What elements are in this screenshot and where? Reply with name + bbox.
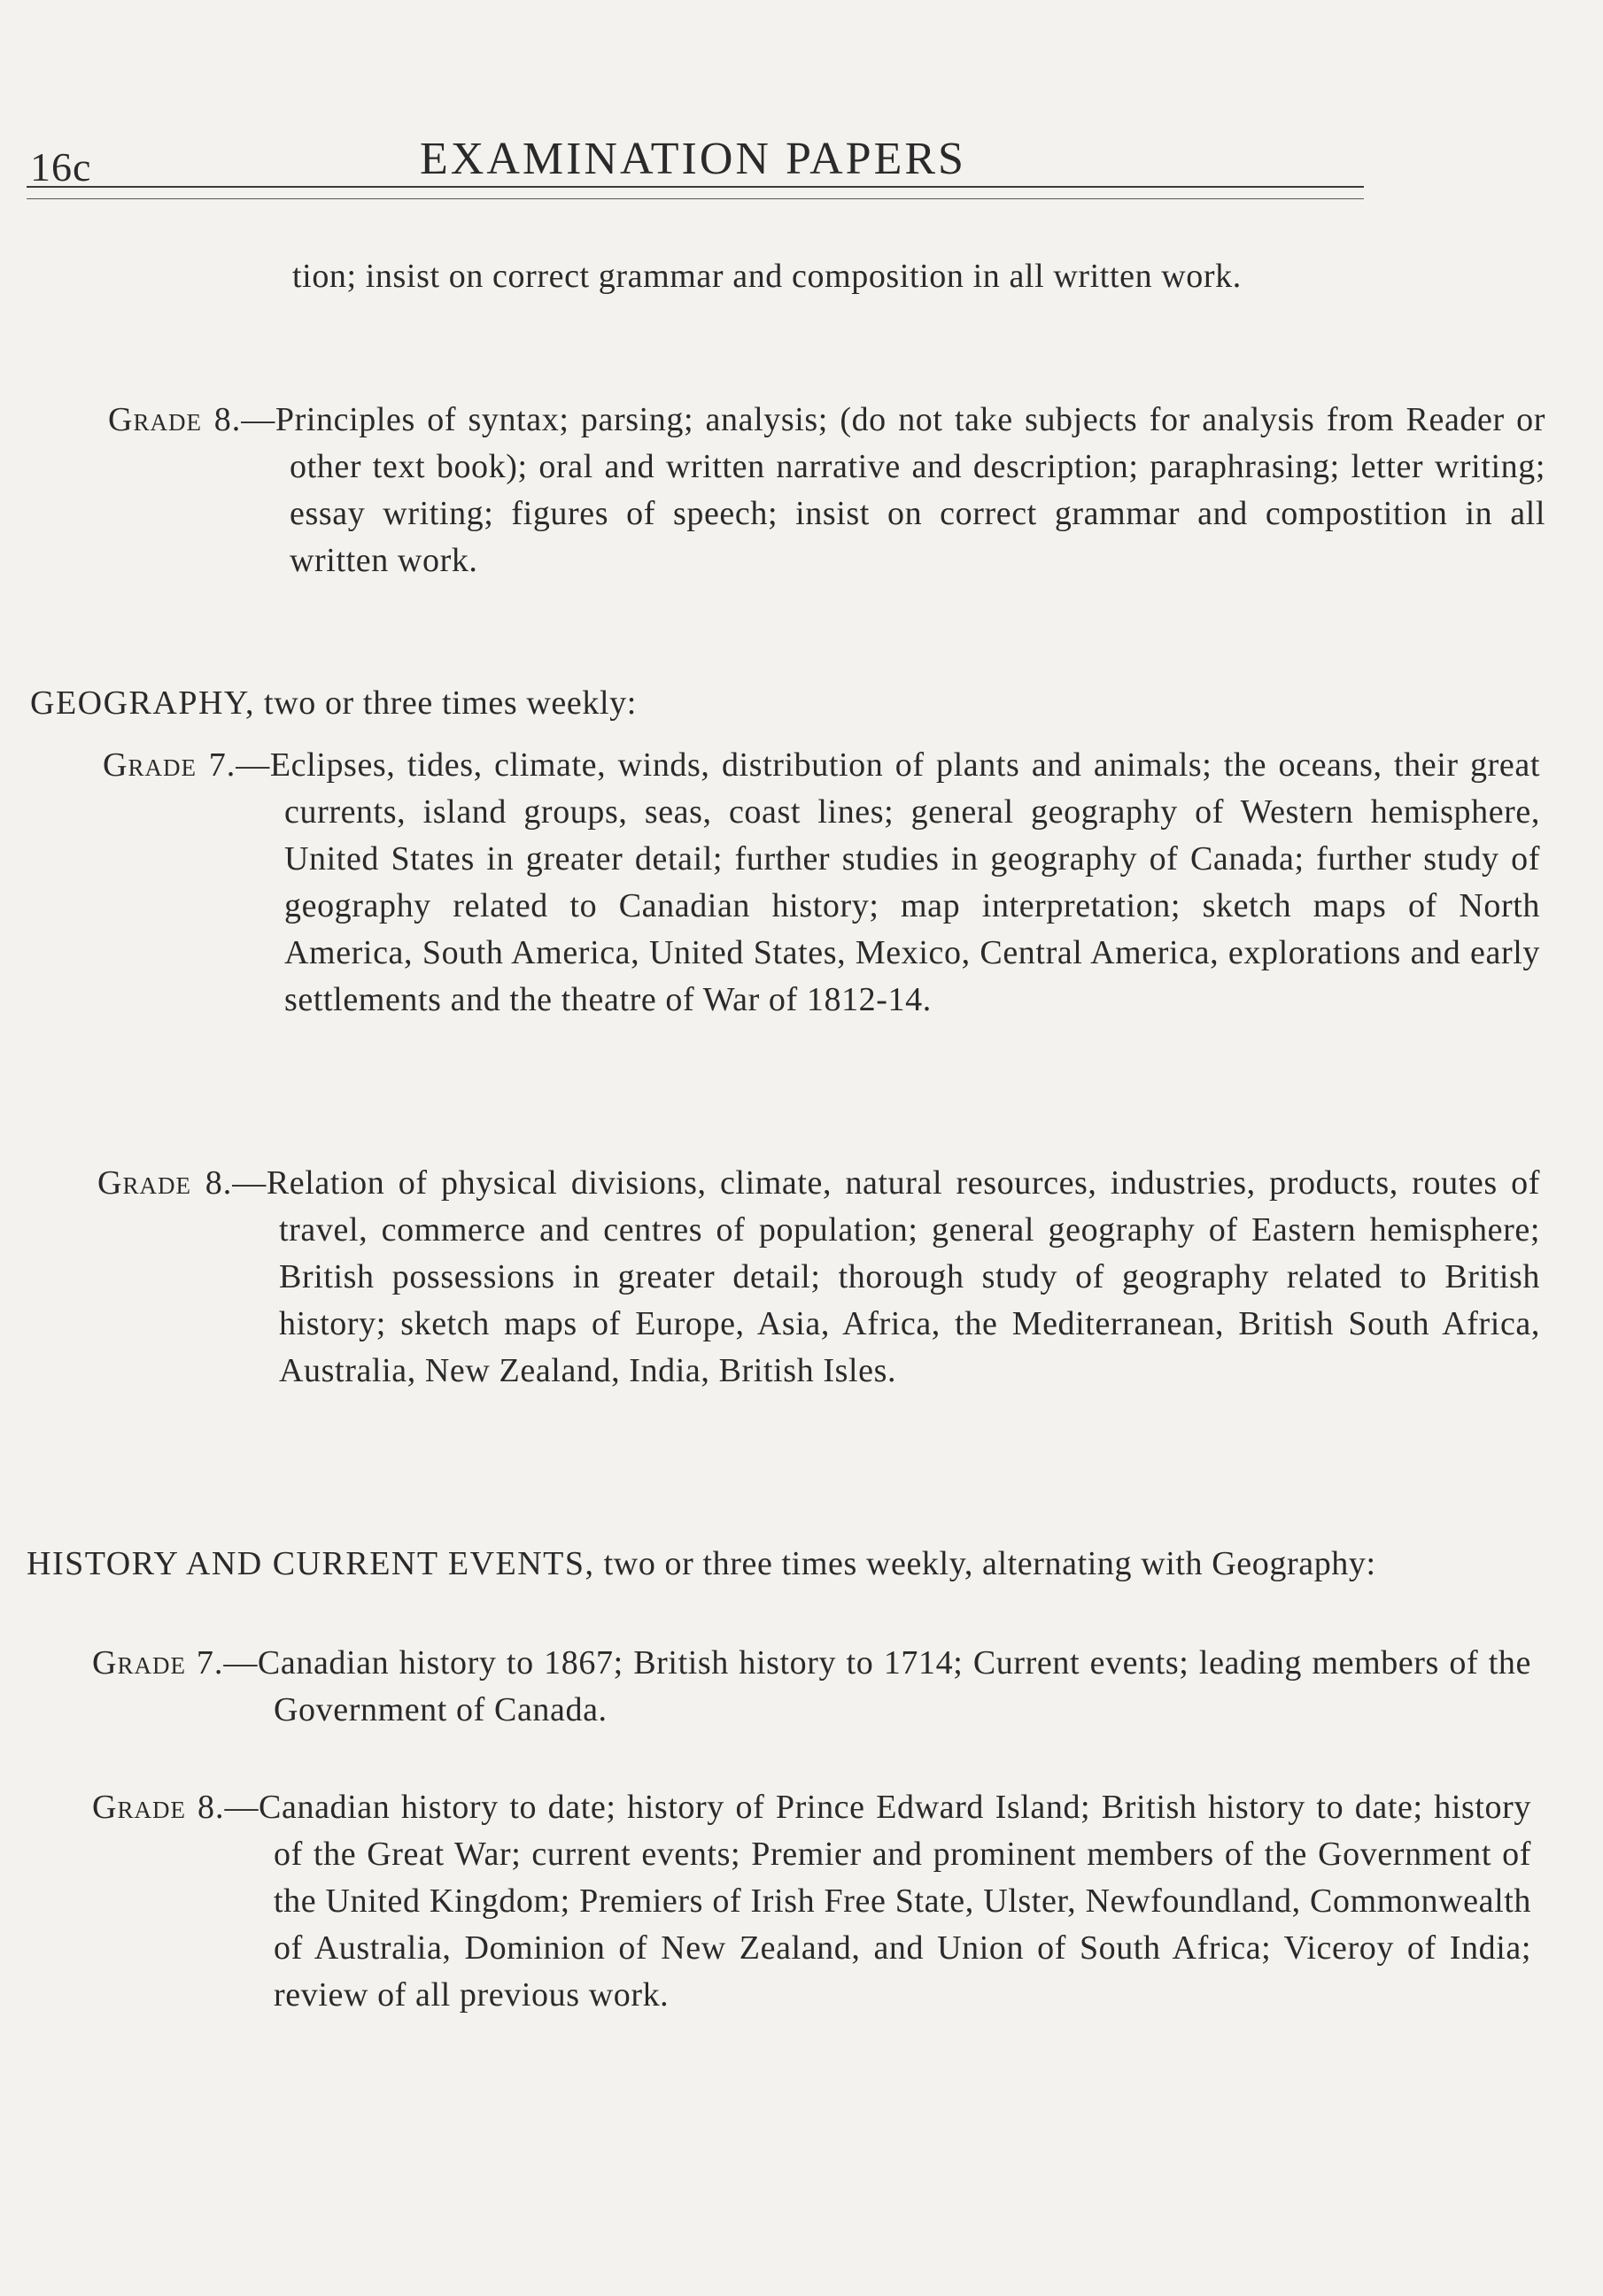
history-grade-7-paragraph xyxy=(92,1640,1531,1734)
grade-text: —Relation of physical divisions, climate, natural resources, industries, products, routes of travel, commerce and centres of population; general geography of Eastern hemisphere; British possessions in greater detail; thorough study of geography related to British history; sketch maps of Europe, Asia, Africa, the Mediterranean, British South Africa, Australia, New Zealand, India, British Isles. xyxy=(232,1164,1540,1389)
subject-title: GEOGRAPHY, xyxy=(30,684,255,722)
grade-label: Grade 7. xyxy=(103,746,236,784)
grade-label: Grade 8. xyxy=(97,1164,233,1202)
geography-grade-8-paragraph xyxy=(97,1160,1540,1395)
header-rule xyxy=(27,186,1364,188)
grade-text: —Eclipses, tides, climate, winds, distribution of plants and animals; the oceans, their great currents, island groups, seas, coast lines; general geography of Western hemisphere, United States in greater detail; further studies in geography of Canada; further study of geography related to Canadian history; map interpretation; sketch maps of North America, South America, United States, Mexico, Central America, explorations and early settlements and the theatre of War of 1812-14. xyxy=(236,746,1540,1018)
grade-label: Grade 8. xyxy=(108,401,242,438)
subject-title: HISTORY AND CURRENT EVENTS, xyxy=(27,1545,595,1582)
geography-section-heading xyxy=(30,680,1359,727)
grade-text: —Principles of syntax; parsing; analysis; (do not take subjects for analysis from Reader or other text book); oral and written narrative and description; paraphrasing; letter writing; essay writing; figures of speech; insist on correct grammar and compostition in all written work. xyxy=(241,401,1546,579)
english-grade-8-paragraph xyxy=(108,397,1545,584)
subject-schedule: two or three times weekly: xyxy=(254,684,637,722)
grade-text: —Canadian history to 1867; British history to 1714; Current events; leading members of the Government of Canada. xyxy=(223,1644,1531,1728)
history-grade-8-paragraph xyxy=(92,1784,1531,2019)
grade-text: —Canadian history to date; history of Prince Edward Island; British history to date; history of the Great War; current events; Premier and prominent members of the Government of the United Kingdom; Premiers of Irish Free State, Ulster, Newfoundland, Commonwealth of Australia, Dominion of New Zealand, and Union of South Africa; Viceroy of India; review of all previous work. xyxy=(224,1789,1531,2014)
header-rule-secondary xyxy=(27,198,1364,199)
subject-schedule: two or three times weekly, alternating with Geography: xyxy=(594,1545,1376,1582)
geography-grade-7-paragraph xyxy=(103,742,1540,1024)
running-title: EXAMINATION PAPERS xyxy=(420,134,966,184)
grade-label: Grade 7. xyxy=(92,1644,224,1681)
continued-paragraph: tion; insist on correct grammar and composition in all written work. xyxy=(292,258,1242,295)
grade-label: Grade 8. xyxy=(92,1789,225,1826)
history-section-heading xyxy=(27,1541,1603,1588)
page-number: 16c xyxy=(30,144,92,189)
